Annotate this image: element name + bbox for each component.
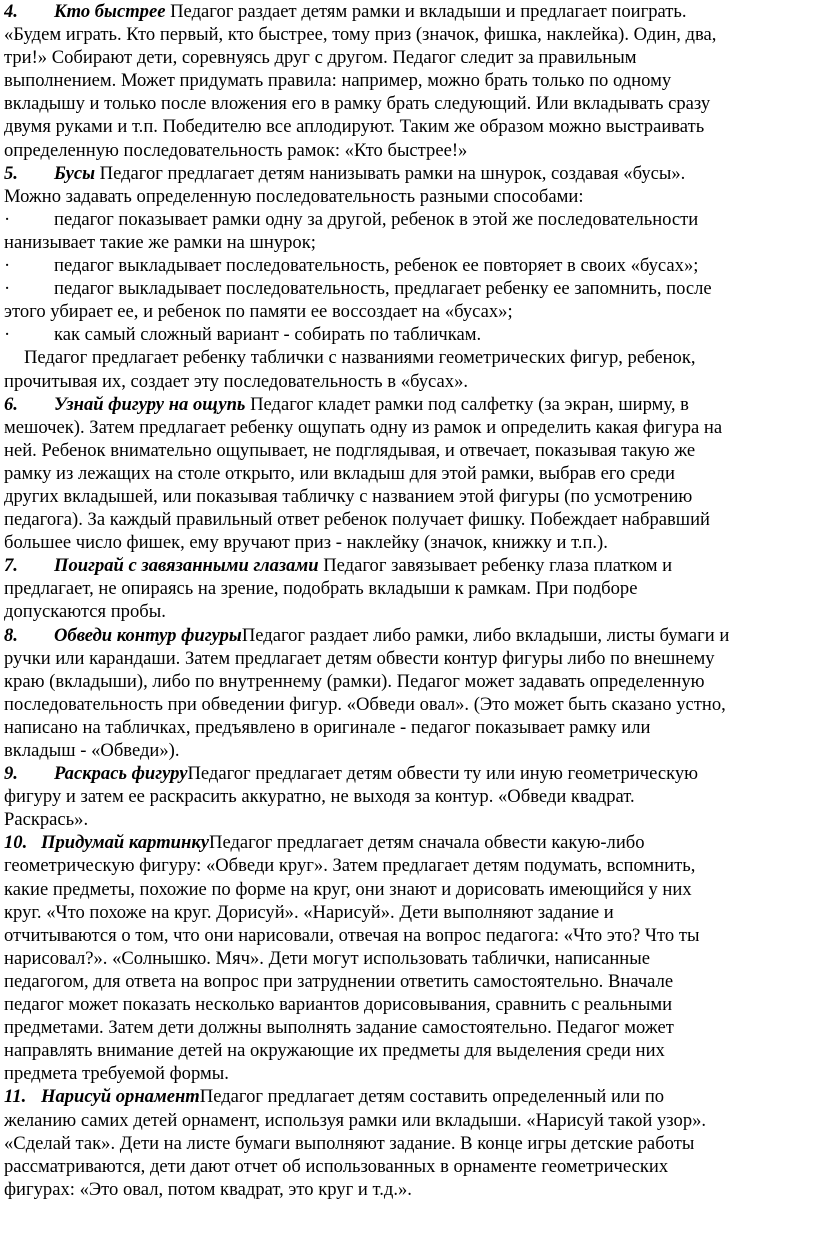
- section-title: Кто быстрее: [54, 1, 166, 22]
- text-line: Педагог завязывает ребенку глаза платком и: [318, 555, 673, 577]
- section-number: 11.: [4, 1086, 27, 1108]
- text-line: рамку из лежащих на столе открыто, или вкладыш для этой рамки, выбрав его среди: [4, 462, 675, 484]
- bullet-text: педагог выкладывает последовательность, предлагает ребенку ее запомнить, после: [54, 278, 712, 300]
- text-line: Педагог предлагает ребенку таблички с названиями геометрических фигур, ребенок,: [24, 347, 696, 369]
- section-title: Бусы: [54, 162, 95, 184]
- text-line: Педагог предлагает детям обвести ту или иную геометрическую: [187, 763, 699, 785]
- section-number: 8.: [4, 624, 18, 646]
- text-line: Педагог предлагает детям нанизывать рамки на шнурок, создавая «бусы».: [95, 162, 686, 184]
- section-number: 4.: [4, 1, 18, 22]
- bullet-marker: ·: [4, 324, 11, 346]
- text-line: «Сделай так». Дети на листе бумаги выполняют задание. В конце игры детские работы: [4, 1132, 695, 1154]
- section-title: Раскрась фигуру: [54, 763, 188, 785]
- text-line: последовательность при обведении фигур. «Обведи овал». (Это может быть сказано устно,: [4, 693, 726, 715]
- section-title: Придумай картинку: [41, 832, 210, 854]
- text-line: педагога). За каждый правильный ответ ребенок получает фишку. Побеждает набравший: [4, 509, 710, 531]
- text-line: фигурах: «Это овал, потом квадрат, это круг и т.д.».: [4, 1178, 412, 1200]
- section-number: 5.: [4, 162, 18, 184]
- text-line: «Будем играть. Кто первый, кто быстрее, тому приз (значок, фишка, наклейка). Один, два,: [4, 24, 717, 46]
- section-number: 10.: [4, 832, 28, 854]
- section-8-heading-line: [4, 624, 814, 647]
- text-line: отчитываются о том, что они нарисовали, отвечая на вопрос педагога: «Что это? Что ты: [4, 924, 700, 946]
- section-11-heading-line: [4, 1085, 814, 1108]
- text-line: круг. «Что похоже на круг. Дорисуй». «Нарисуй». Дети выполняют задание и: [4, 901, 614, 923]
- text-line: педагогом, для ответа на вопрос при затруднении ответить самостоятельно. Вначале: [4, 970, 674, 992]
- text-line: краю (вкладыши), либо по внутреннему (рамки). Педагог может задавать определенную: [4, 670, 705, 692]
- bullet-text: педагог показывает рамки одну за другой, ребенок в этой же последовательности: [54, 208, 699, 230]
- text-line: выполнением. Может придумать правила: например, можно брать только по одному: [4, 70, 672, 92]
- text-line: ней. Ребенок внимательно ощупывает, не подглядывая, и отвечает, показывая такую же: [4, 439, 696, 461]
- text-line: двумя руками и т.п. Победителю все аплодируют. Таким же образом можно выстраивать: [4, 116, 705, 138]
- text-line: вкладыш - «Обведи»).: [4, 740, 180, 761]
- text-line: предметами. Затем дети должны выполнять задание самостоятельно. Педагог может: [4, 1017, 674, 1039]
- bullet-marker: ·: [4, 278, 11, 300]
- text-line: Можно задавать определенную последовательность разными способами:: [4, 185, 584, 207]
- text-line: написано на табличках, предъявлено в оригинале - педагог показывает рамку или: [4, 716, 651, 738]
- text-line: предмета требуемой формы.: [4, 1063, 229, 1085]
- text-line: желанию самих детей орнамент, используя рамки или вкладыши. «Нарисуй такой узор».: [4, 1109, 707, 1131]
- text-line: геометрическую фигуру: «Обведи круг». Затем предлагает детям подумать, вспомнить,: [4, 855, 696, 877]
- bullet-item: [4, 208, 814, 231]
- text-line: ручки или карандаши. Затем предлагает детям обвести контур фигуры либо по внешнему: [4, 647, 715, 669]
- section-title: Нарисуй орнамент: [41, 1086, 200, 1108]
- text-line: Педагог предлагает детям составить определенный или по: [199, 1086, 665, 1108]
- section-4-heading-line: [4, 0, 814, 23]
- text-line: этого убирает ее, и ребенок по памяти ее воссоздает на «бусах»;: [4, 301, 513, 323]
- text-line: Раскрась».: [4, 809, 89, 831]
- text-line: вкладышу и только после вложения его в рамку брать следующий. Или вкладывать сразу: [4, 93, 711, 115]
- text-line: предлагает, не опираясь на зрение, подобрать вкладыши к рамкам. При подборе: [4, 578, 638, 600]
- text-line: Педагог раздает детям рамки и вкладыши и предлагает поиграть.: [165, 1, 687, 22]
- section-title: Обведи контур фигуры: [54, 624, 242, 646]
- text-line: допускаются пробы.: [4, 601, 166, 623]
- text-line: направлять внимание детей на окружающие их предметы для выделения среди них: [4, 1040, 665, 1062]
- text-line: большее число фишек, ему вручают приз - наклейку (значок, книжку и т.п.).: [4, 532, 608, 554]
- text-line: определенную последовательность рамок: «Кто быстрее!»: [4, 139, 468, 161]
- text-line: Педагог предлагает детям сначала обвести какую-либо: [209, 832, 645, 854]
- text-line: педагог может показать несколько вариантов дорисовывания, сравнить с реальными: [4, 994, 673, 1016]
- section-9-heading-line: [4, 762, 814, 785]
- section-6-heading-line: [4, 393, 814, 416]
- section-number: 7.: [4, 555, 18, 577]
- text-line: нарисовал?». «Солнышко. Мяч». Дети могут использовать таблички, написанные: [4, 947, 650, 969]
- bullet-marker: ·: [4, 208, 11, 230]
- bullet-item: [4, 277, 814, 300]
- section-number: 9.: [4, 763, 18, 785]
- text-line: рассматриваются, дети дают отчет об использованных в орнаменте геометрических: [4, 1155, 669, 1177]
- section-title: Поиграй с завязанными глазами: [54, 555, 319, 577]
- text-line: Педагог раздает либо рамки, либо вкладыши, листы бумаги и: [241, 624, 730, 646]
- section-10-heading-line: [4, 831, 814, 854]
- text-line: других вкладышей, или показывая табличку с названием этой фигуры (по усмотрению: [4, 485, 693, 507]
- text-line: фигуру и затем ее раскрасить аккуратно, не выходя за контур. «Обведи квадрат.: [4, 786, 635, 808]
- bullet-item: [4, 323, 814, 346]
- text-line: три!» Собирают дети, соревнуясь друг с другом. Педагог следит за правильным: [4, 47, 637, 69]
- section-title: Узнай фигуру на ощупь: [54, 393, 246, 415]
- section-5-heading-line: [4, 162, 814, 185]
- text-line: Педагог кладет рамки под салфетку (за экран, ширму, в: [245, 393, 689, 415]
- text-line: мешочек). Затем предлагает ребенку ощупать одну из рамок и определить какая фигура на: [4, 416, 723, 438]
- section-number: 6.: [4, 393, 18, 415]
- text-line: какие предметы, похожие по форме на круг, они знают и дорисовать имеющийся у них: [4, 878, 692, 900]
- bullet-marker: ·: [4, 255, 11, 277]
- text-line: прочитывая их, создает эту последовательность в «бусах».: [4, 370, 469, 392]
- bullet-item: [4, 254, 814, 277]
- bullet-text: как самый сложный вариант - собирать по табличкам.: [54, 324, 482, 346]
- bullet-text: педагог выкладывает последовательность, ребенок ее повторяет в своих «бусах»;: [54, 255, 699, 277]
- text-line: нанизывает такие же рамки на шнурок;: [4, 231, 316, 253]
- section-7-heading-line: [4, 554, 814, 577]
